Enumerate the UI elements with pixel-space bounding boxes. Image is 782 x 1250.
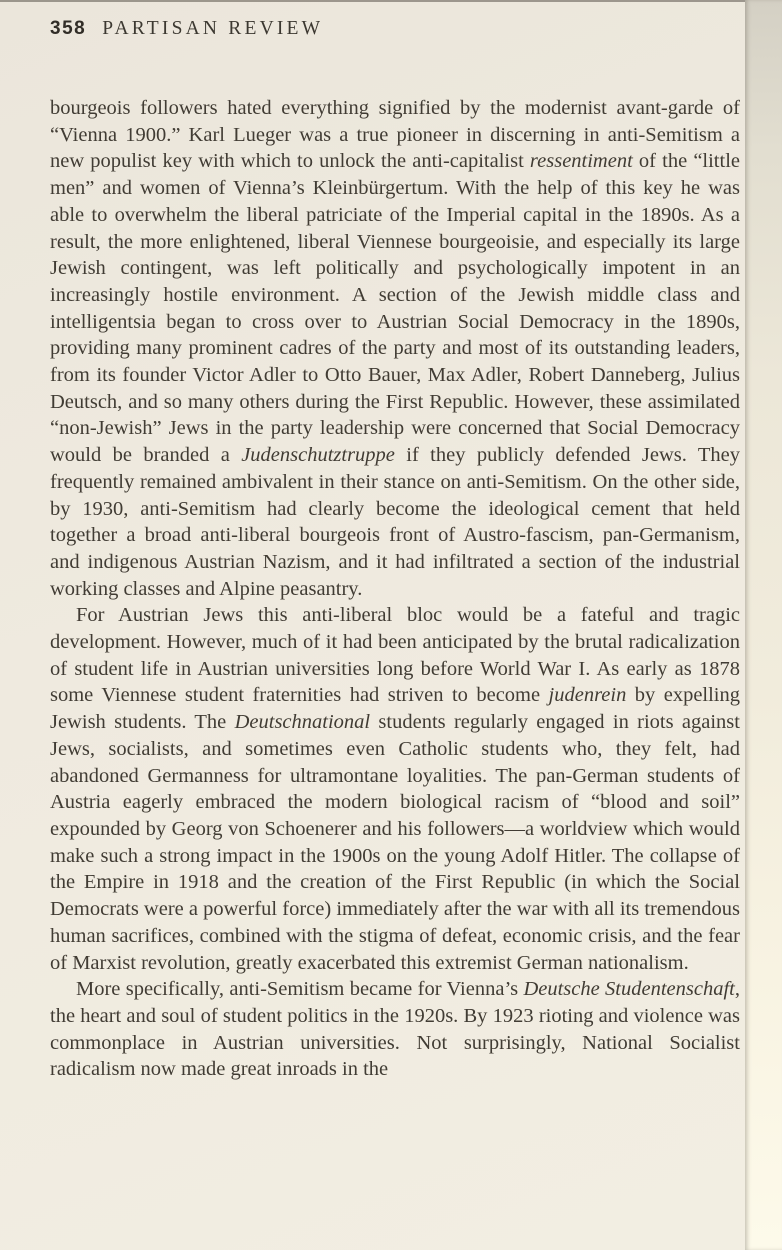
text-run: students regularly engaged in riots against Jews, socialists, and sometimes even Catholic students who, they felt, had abandoned Germanness for ultramontane loyalities. The pan-German students of Austria eagerly embraced the modern biological racism of “blood and soil” expounded by Georg von Schoenerer and his followers—a worldview which would make such a strong impact in the 1900s on the young Adolf Hitler. The collapse of the Empire in 1918 and the creation of the First Republic (in which the Social Democrats were a powerful force) immediately after the war with all its tremendous human sacrifices, combined with the stigma of defeat, economic crisis, and the fear of Marxist revolution, greatly exacerbated this extremist German nationalism.	[50, 711, 740, 974]
running-head	[50, 18, 323, 40]
scan-edge-top	[0, 0, 782, 2]
paragraph	[50, 95, 740, 602]
paragraph	[50, 602, 740, 976]
italic-text-run: Judenschutztruppe	[241, 444, 395, 467]
text-run: bourgeois followers hated everything signified by the modernist avant-garde of “Vienna 1900.” Karl Lueger was a true pioneer in discerning in anti-Semitism a new populist key with which to unlock the anti-capitalist	[50, 97, 740, 173]
text-run: if they publicly defended Jews. They frequently remained ambivalent in their stance on anti-Semitism. On the other side, by 1930, anti-Semitism had clearly become the ideological cement that held together a broad anti-liberal bourgeois front of Austro-fascism, pan-Germanism, and indigenous Austrian Nazism, and it had infiltrated a section of the industrial working classes and Alpine peasantry.	[50, 444, 740, 600]
italic-text-run: ressentiment	[529, 150, 633, 173]
text-run: More specifically, anti-Semitism became for Vienna’s	[76, 978, 524, 1001]
text-run: by expelling Jewish students. The	[50, 684, 741, 734]
journal-title: PARTISAN REVIEW	[102, 18, 324, 39]
italic-text-run: judenrein	[548, 684, 627, 707]
page-body	[50, 95, 740, 1083]
italic-text-run: Deutsche Studentenschaft	[523, 978, 735, 1001]
text-run: of the “little men” and women of Vienna’s Kleinbürgertum. With the help of this key he was able to overwhelm the liberal patriciate of the Imperial capital in the 1890s. As a result, the more enlightened, liberal Viennese bourgeoisie, and especially its large Jewish contingent, was left politically and psychologically impotent in an increasingly hostile environment. A section of the Jewish middle class and intelligentsia began to cross over to Austrian Social Democracy in the 1890s, providing many prominent cadres of the party and most of its outstanding leaders, from its founder Victor Adler to Otto Bauer, Max Adler, Robert Danneberg, Julius Deutsch, and so many others during the First Republic. However, these assimilated “non-Jewish” Jews in the party leadership were concerned that Social Democracy would be branded a	[50, 150, 740, 467]
page-number: 358	[50, 18, 87, 39]
text-run: For Austrian Jews this anti-liberal bloc would be a fateful and tragic development. However, much of it had been anticipated by the brutal radicalization of student life in Austrian universities long before World War I. As early as 1878 some Viennese student fraternities had striven to become	[50, 604, 740, 707]
text-run: , the heart and soul of student politics in the 1920s. By 1923 rioting and violence was commonplace in Austrian universities. Not surprisingly, National Socialist radicalism now made great inroads in the	[50, 978, 740, 1081]
paragraph	[50, 976, 740, 1083]
italic-text-run: Deutschnational	[234, 711, 371, 734]
page-edge-shadow	[745, 0, 782, 1250]
